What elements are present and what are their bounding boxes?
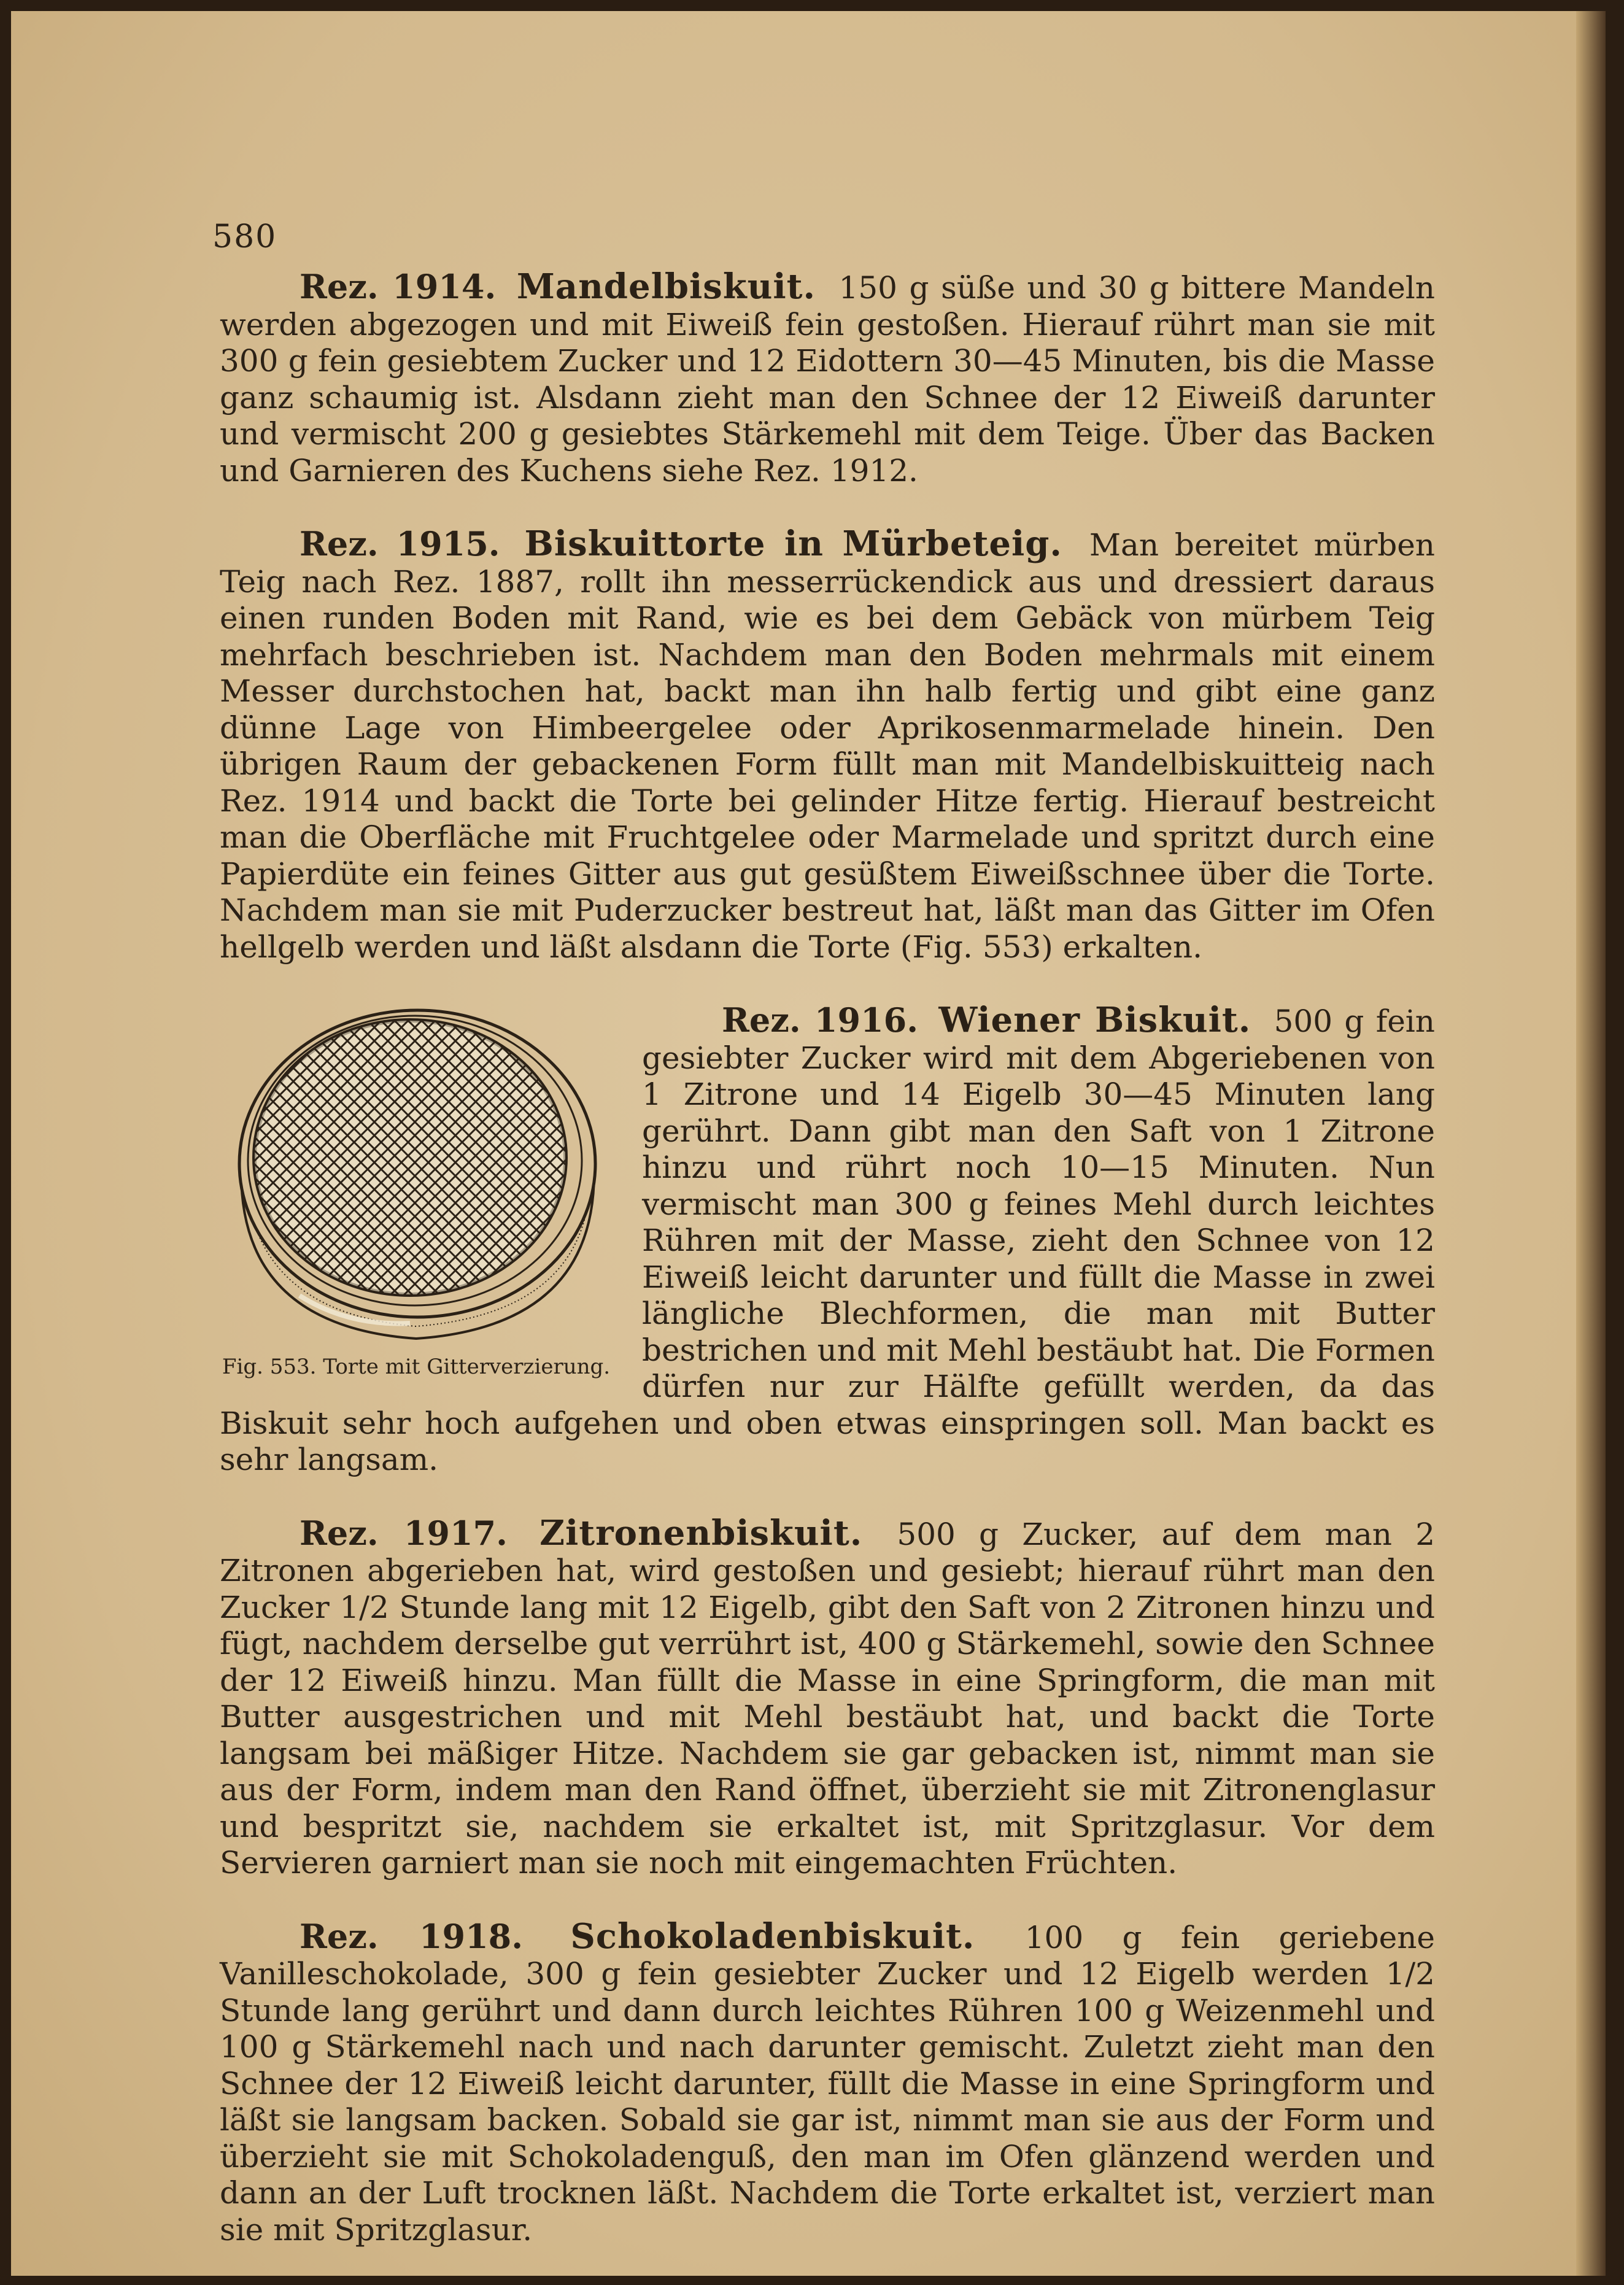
page-content: [220, 266, 1436, 2285]
figure-caption: Fig. 553. Torte mit Gitterverzierung.: [222, 1355, 611, 1379]
figure-553: [220, 1007, 613, 1379]
recipe-title: Biskuittorte in Mürbeteig.: [524, 524, 1062, 564]
recipe-number: Rez. 1915.: [300, 524, 500, 563]
recipe-1918: [220, 1916, 1435, 2249]
book-spine-shadow: [1576, 11, 1606, 2276]
recipe-1915: [220, 526, 1435, 965]
recipe-title: Zitronenbiskuit.: [539, 1512, 863, 1553]
page-number: 580: [212, 218, 277, 255]
recipe-number: Rez. 1914.: [300, 267, 497, 306]
recipe-text: 500 g fein gesiebter Zucker wird mit dem Abgeriebenen von 1 Zitrone und 14 Eigelb 30—45 Minuten lang gerührt. Dann gibt man den Saft von 1 Zitrone hinzu und rührt noch 10—15 Minuten. Nun vermischt man 300 g feines Mehl durch leichtes Rühren mit der Masse, zieht den Schnee von 12 Eiweiß leicht darunter und füllt die Masse in zwei längliche Blechformen, die man mit Butter bestrichen und mit Mehl bestäubt hat. Die Formen dürfen nur zur Hälfte gefüllt werden, da das Biskuit sehr hoch aufgehen und oben etwas einspringen soll. Man backt es sehr langsam.: [220, 1003, 1435, 1477]
lattice-torte-illustration: [226, 1007, 606, 1351]
recipe-text: Man bereitet mürben Teig nach Rez. 1887, rollt ihn messerrückendick aus und dressiert daraus einen runden Boden mit Rand, wie es bei dem Gebäck von mürbem Teig mehrfach beschrieben ist. Nachdem man den Boden mehrmals mit einem Messer durchstochen hat, backt man ihn halb fertig und gibt eine ganz dünne Lage von Himbeergelee oder Aprikosenmarmelade hinein. Den übrigen Raum der gebackenen Form füllt man mit Mandelbiskuitteig nach Rez. 1914 und backt die Torte bei gelinder Hitze fertig. Hierauf bestreicht man die Oberfläche mit Fruchtgelee oder Marmelade und spritzt durch eine Papierdüte ein feines Gitter aus gut gesüßtem Eiweißschnee über die Torte. Nachdem man sie mit Puderzucker bestreut hat, läßt man das Gitter im Ofen hellgelb werden und läßt alsdann die Torte (Fig. 553) erkalten.: [220, 527, 1435, 965]
recipe-number: Rez. 1916.: [722, 1000, 919, 1040]
recipe-number: Rez. 1917.: [300, 1513, 508, 1553]
recipe-text: 150 g süße und 30 g bittere Mandeln werden abgezogen und mit Eiweiß fein gestoßen. Hierauf rührt man sie mit 300 g fein gesiebtem Zucker und 12 Eidottern 30—45 Minuten, bis die Masse ganz schaumig ist. Alsdann zieht man den Schnee der 12 Eiweiß darunter und vermischt 200 g gesiebtes Stärkemehl mit dem Teige. Über das Backen und Garnieren des Kuchens siehe Rez. 1912.: [220, 270, 1435, 489]
recipe-title: Schokoladenbiskuit.: [570, 1916, 975, 1957]
recipe-title: Mandelbiskuit.: [516, 266, 816, 307]
recipe-text: 500 g Zucker, auf dem man 2 Zitronen abgerieben hat, wird gestoßen und gesiebt; hierauf rührt man den Zucker 1/2 Stunde lang mit 12 Eigelb, gibt den Saft von 2 Zitronen hinzu und fügt, nachdem derselbe gut verrührt ist, 400 g Stärkemehl, sowie den Schnee der 12 Eiweiß hinzu. Man füllt die Masse in eine Springform, die man mit Butter ausgestrichen und mit Mehl bestäubt hat, und backt die Torte langsam bei mäßiger Hitze. Nachdem sie gar gebacken ist, nimmt man sie aus der Form, indem man den Rand öffnet, überzieht sie mit Zitronenglasur und bespritzt sie, nachdem sie erkaltet ist, mit Spritzglasur. Vor dem Servieren garniert man sie noch mit eingemachten Früchten.: [220, 1516, 1436, 1881]
recipe-text: 100 g fein geriebene Vanilleschokolade, 300 g fein gesiebter Zucker und 12 Eigelb werden 1/2 Stunde lang gerührt und dann durch leichtes Rühren 100 g Weizenmehl und 100 g Stärkemehl nach und nach darunter gemischt. Zuletzt zieht man den Schnee der 12 Eiweiß leicht darunter, füllt die Masse in eine Springform und läßt sie langsam backen. Sobald sie gar ist, nimmt man sie aus der Form und überzieht sie mit Schokoladenguß, den man im Ofen glänzend werden und dann an der Luft trocknen läßt. Nachdem die Torte erkaltet ist, verziert man sie mit Spritzglasur.: [220, 1919, 1435, 2248]
book-page: [11, 11, 1606, 2276]
recipe-1914: [220, 266, 1435, 489]
recipe-title: Wiener Biskuit.: [938, 1000, 1251, 1040]
recipe-1917: [220, 1512, 1436, 1882]
recipe-number: Rez. 1918.: [300, 1916, 524, 1956]
